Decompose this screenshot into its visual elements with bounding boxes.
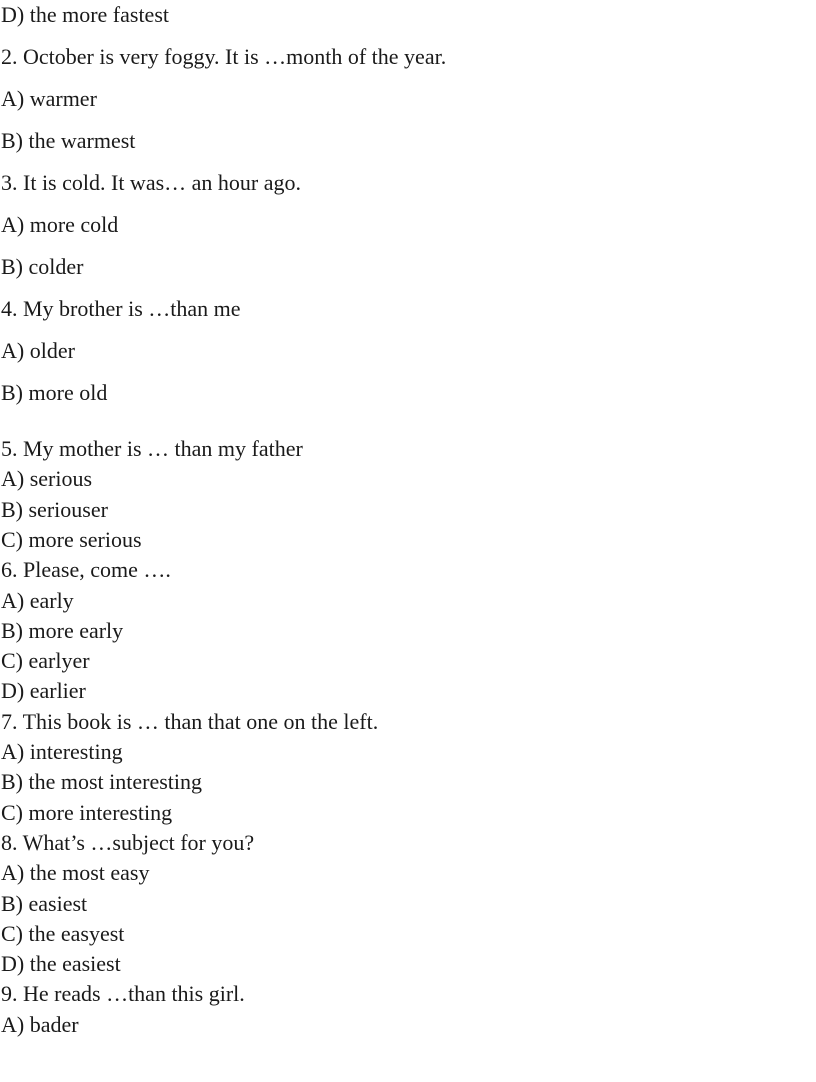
question-line: 6. Please, come …. bbox=[1, 557, 171, 582]
option-line: A) warmer bbox=[1, 86, 97, 111]
option-line: B) the most interesting bbox=[1, 769, 203, 794]
option-line: B) the warmest bbox=[1, 128, 136, 153]
option-line: A) early bbox=[1, 588, 74, 613]
option-line: B) seriouser bbox=[1, 497, 108, 522]
option-line: C) earlyer bbox=[1, 648, 90, 673]
question-line: 9. He reads …than this girl. bbox=[1, 981, 245, 1006]
option-line: D) the more fastest bbox=[1, 2, 169, 27]
option-line: B) colder bbox=[1, 254, 84, 279]
option-line: C) the easyest bbox=[1, 921, 125, 946]
option-line: D) the easiest bbox=[1, 951, 121, 976]
option-line: A) bader bbox=[1, 1012, 79, 1037]
option-line: C) more serious bbox=[1, 527, 142, 552]
option-line: A) interesting bbox=[1, 739, 123, 764]
option-line: A) older bbox=[1, 338, 75, 363]
option-line: A) more cold bbox=[1, 212, 119, 237]
question-line: 5. My mother is … than my father bbox=[1, 436, 303, 461]
question-line: 8. What’s …subject for you? bbox=[1, 830, 255, 855]
option-line: A) the most easy bbox=[1, 860, 150, 885]
question-line: 4. My brother is …than me bbox=[1, 296, 241, 321]
option-line: C) more interesting bbox=[1, 800, 173, 825]
option-line: D) earlier bbox=[1, 678, 86, 703]
option-line: B) more early bbox=[1, 618, 124, 643]
question-line: 2. October is very foggy. It is …month of the year. bbox=[1, 44, 447, 69]
option-line: B) more old bbox=[1, 380, 108, 405]
question-line: 3. It is cold. It was… an hour ago. bbox=[1, 170, 301, 195]
question-line: 7. This book is … than that one on the left. bbox=[1, 709, 379, 734]
option-line: A) serious bbox=[1, 466, 93, 491]
option-line: B) easiest bbox=[1, 891, 88, 916]
